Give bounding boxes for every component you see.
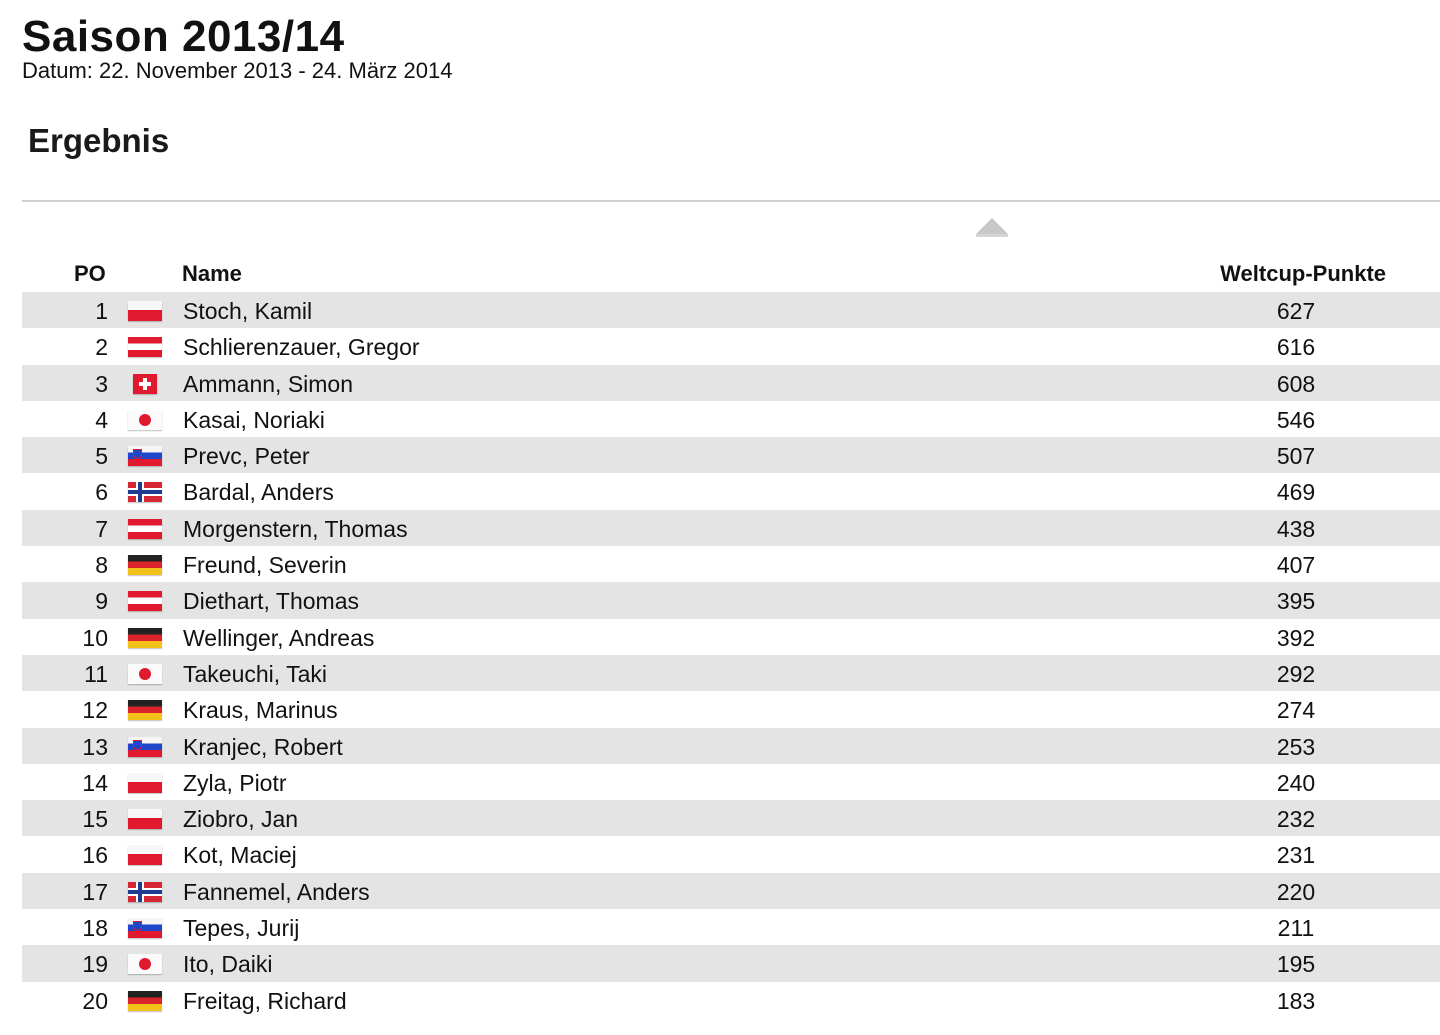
table-row[interactable] xyxy=(22,873,1440,909)
rank-cell: 20 xyxy=(82,987,108,1014)
flag-cross-stripe xyxy=(138,482,142,502)
flag-jpn-icon xyxy=(128,664,162,684)
rank-cell: 9 xyxy=(95,588,108,615)
table-row[interactable] xyxy=(22,909,1440,945)
athlete-name[interactable]: Takeuchi, Taki xyxy=(183,660,328,687)
points-cell: 220 xyxy=(1276,878,1316,905)
athlete-name[interactable]: Kot, Maciej xyxy=(183,842,297,869)
points-cell: 616 xyxy=(1276,334,1316,361)
athlete-name[interactable]: Wellinger, Andreas xyxy=(183,624,375,651)
flag-slo-icon xyxy=(128,446,162,466)
rank-cell: 12 xyxy=(82,697,108,724)
page-title: Saison 2013/14 xyxy=(22,12,345,61)
flag-aut-icon xyxy=(128,591,162,611)
athlete-name[interactable]: Tepes, Jurij xyxy=(183,915,300,942)
flag-sui-icon xyxy=(133,374,157,394)
points-cell: 195 xyxy=(1276,951,1316,978)
athlete-name[interactable]: Stoch, Kamil xyxy=(183,298,313,324)
table-row[interactable] xyxy=(22,582,1440,618)
table-row[interactable] xyxy=(22,655,1440,691)
athlete-name[interactable]: Ito, Daiki xyxy=(183,951,273,978)
points-cell: 183 xyxy=(1276,987,1316,1014)
rank-cell: 11 xyxy=(84,660,108,687)
flag-pol-icon xyxy=(128,773,162,793)
points-cell: 392 xyxy=(1276,624,1316,651)
date-range: Datum: 22. November 2013 - 24. März 2014 xyxy=(22,58,453,83)
rank-cell: 14 xyxy=(82,769,108,796)
table-row[interactable] xyxy=(22,365,1440,401)
table-row[interactable] xyxy=(22,982,1440,1018)
table-row[interactable] xyxy=(22,836,1440,872)
rank-cell: 2 xyxy=(95,334,108,361)
column-header-points[interactable]: Weltcup-Punkte xyxy=(1220,261,1386,286)
flag-aut-icon xyxy=(128,519,162,539)
flag-pol-icon xyxy=(128,845,162,865)
rank-cell: 17 xyxy=(82,878,108,905)
rank-cell: 16 xyxy=(82,842,108,869)
athlete-name[interactable]: Freund, Severin xyxy=(183,552,347,579)
table-row[interactable] xyxy=(22,619,1440,655)
athlete-name[interactable]: Kranjec, Robert xyxy=(183,733,343,760)
flag-ger-icon xyxy=(128,628,162,648)
athlete-name[interactable]: Ziobro, Jan xyxy=(183,806,299,833)
sort-up-icon[interactable] xyxy=(976,218,1008,234)
points-cell: 546 xyxy=(1276,406,1316,433)
points-cell: 253 xyxy=(1276,733,1316,760)
athlete-name[interactable]: Zyla, Piotr xyxy=(183,769,287,796)
rank-cell: 15 xyxy=(82,806,108,833)
points-cell: 469 xyxy=(1276,479,1316,506)
flag-jpn-icon xyxy=(128,954,162,974)
athlete-name[interactable]: Freitag, Richard xyxy=(183,987,347,1014)
points-cell: 274 xyxy=(1276,697,1316,724)
divider xyxy=(22,200,1440,202)
rank-cell: 13 xyxy=(82,733,108,760)
section-title: Ergebnis xyxy=(28,122,170,159)
points-cell: 292 xyxy=(1276,660,1316,687)
flag-pol-icon xyxy=(128,301,162,321)
athlete-name[interactable]: Morgenstern, Thomas xyxy=(183,515,408,542)
points-cell: 240 xyxy=(1276,769,1316,796)
column-header-name[interactable]: Name xyxy=(182,261,242,286)
flag-nor-icon xyxy=(128,482,162,502)
rank-cell: 8 xyxy=(95,552,108,579)
athlete-name[interactable]: Fannemel, Anders xyxy=(183,878,370,905)
rank-cell: 1 xyxy=(95,298,108,324)
table-row[interactable] xyxy=(22,437,1440,473)
flag-ger-icon xyxy=(128,700,162,720)
flag-nor-icon xyxy=(128,882,162,902)
athlete-name[interactable]: Prevc, Peter xyxy=(183,443,310,470)
flag-pol-icon xyxy=(128,809,162,829)
flag-ger-icon xyxy=(128,991,162,1011)
flag-jpn-icon xyxy=(128,410,162,430)
flag-cross-stripe xyxy=(138,882,142,902)
rank-cell: 18 xyxy=(82,915,108,942)
rank-cell: 3 xyxy=(95,370,108,397)
points-cell: 231 xyxy=(1276,842,1316,869)
table-row[interactable] xyxy=(22,945,1440,981)
points-cell: 211 xyxy=(1277,915,1315,942)
athlete-name[interactable]: Ammann, Simon xyxy=(183,370,354,397)
table-header xyxy=(22,256,1440,290)
athlete-name[interactable]: Schlierenzauer, Gregor xyxy=(183,334,420,361)
flag-slo-icon xyxy=(128,918,162,938)
flag-aut-icon xyxy=(128,337,162,357)
flag-ger-icon xyxy=(128,555,162,575)
rank-cell: 10 xyxy=(82,624,108,651)
rank-cell: 4 xyxy=(95,406,108,433)
column-header-pos[interactable]: PO xyxy=(74,261,106,286)
table-row[interactable] xyxy=(22,728,1440,764)
points-cell: 507 xyxy=(1276,443,1316,470)
rank-cell: 6 xyxy=(95,479,108,506)
athlete-name[interactable]: Kasai, Noriaki xyxy=(183,406,325,433)
points-cell: 395 xyxy=(1276,588,1316,615)
points-cell: 608 xyxy=(1276,370,1316,397)
points-cell: 232 xyxy=(1276,806,1316,833)
rank-cell: 7 xyxy=(95,515,108,542)
athlete-name[interactable]: Kraus, Marinus xyxy=(183,697,338,724)
table-row[interactable] xyxy=(22,546,1440,582)
athlete-name[interactable]: Bardal, Anders xyxy=(183,479,334,506)
table-row[interactable] xyxy=(22,473,1440,509)
table-row[interactable] xyxy=(22,401,1440,437)
table-row[interactable] xyxy=(22,510,1440,546)
table-row[interactable] xyxy=(22,292,1440,328)
table-row[interactable] xyxy=(22,764,1440,800)
rank-cell: 19 xyxy=(82,951,108,978)
athlete-name[interactable]: Diethart, Thomas xyxy=(183,588,359,615)
results-table xyxy=(22,292,1440,1018)
points-cell: 438 xyxy=(1276,515,1316,542)
table-row[interactable] xyxy=(22,328,1440,364)
table-row[interactable] xyxy=(22,800,1440,836)
points-cell: 627 xyxy=(1276,298,1316,324)
table-row[interactable] xyxy=(22,691,1440,727)
flag-slo-icon xyxy=(128,737,162,757)
points-cell: 407 xyxy=(1276,552,1316,579)
rank-cell: 5 xyxy=(95,443,108,470)
